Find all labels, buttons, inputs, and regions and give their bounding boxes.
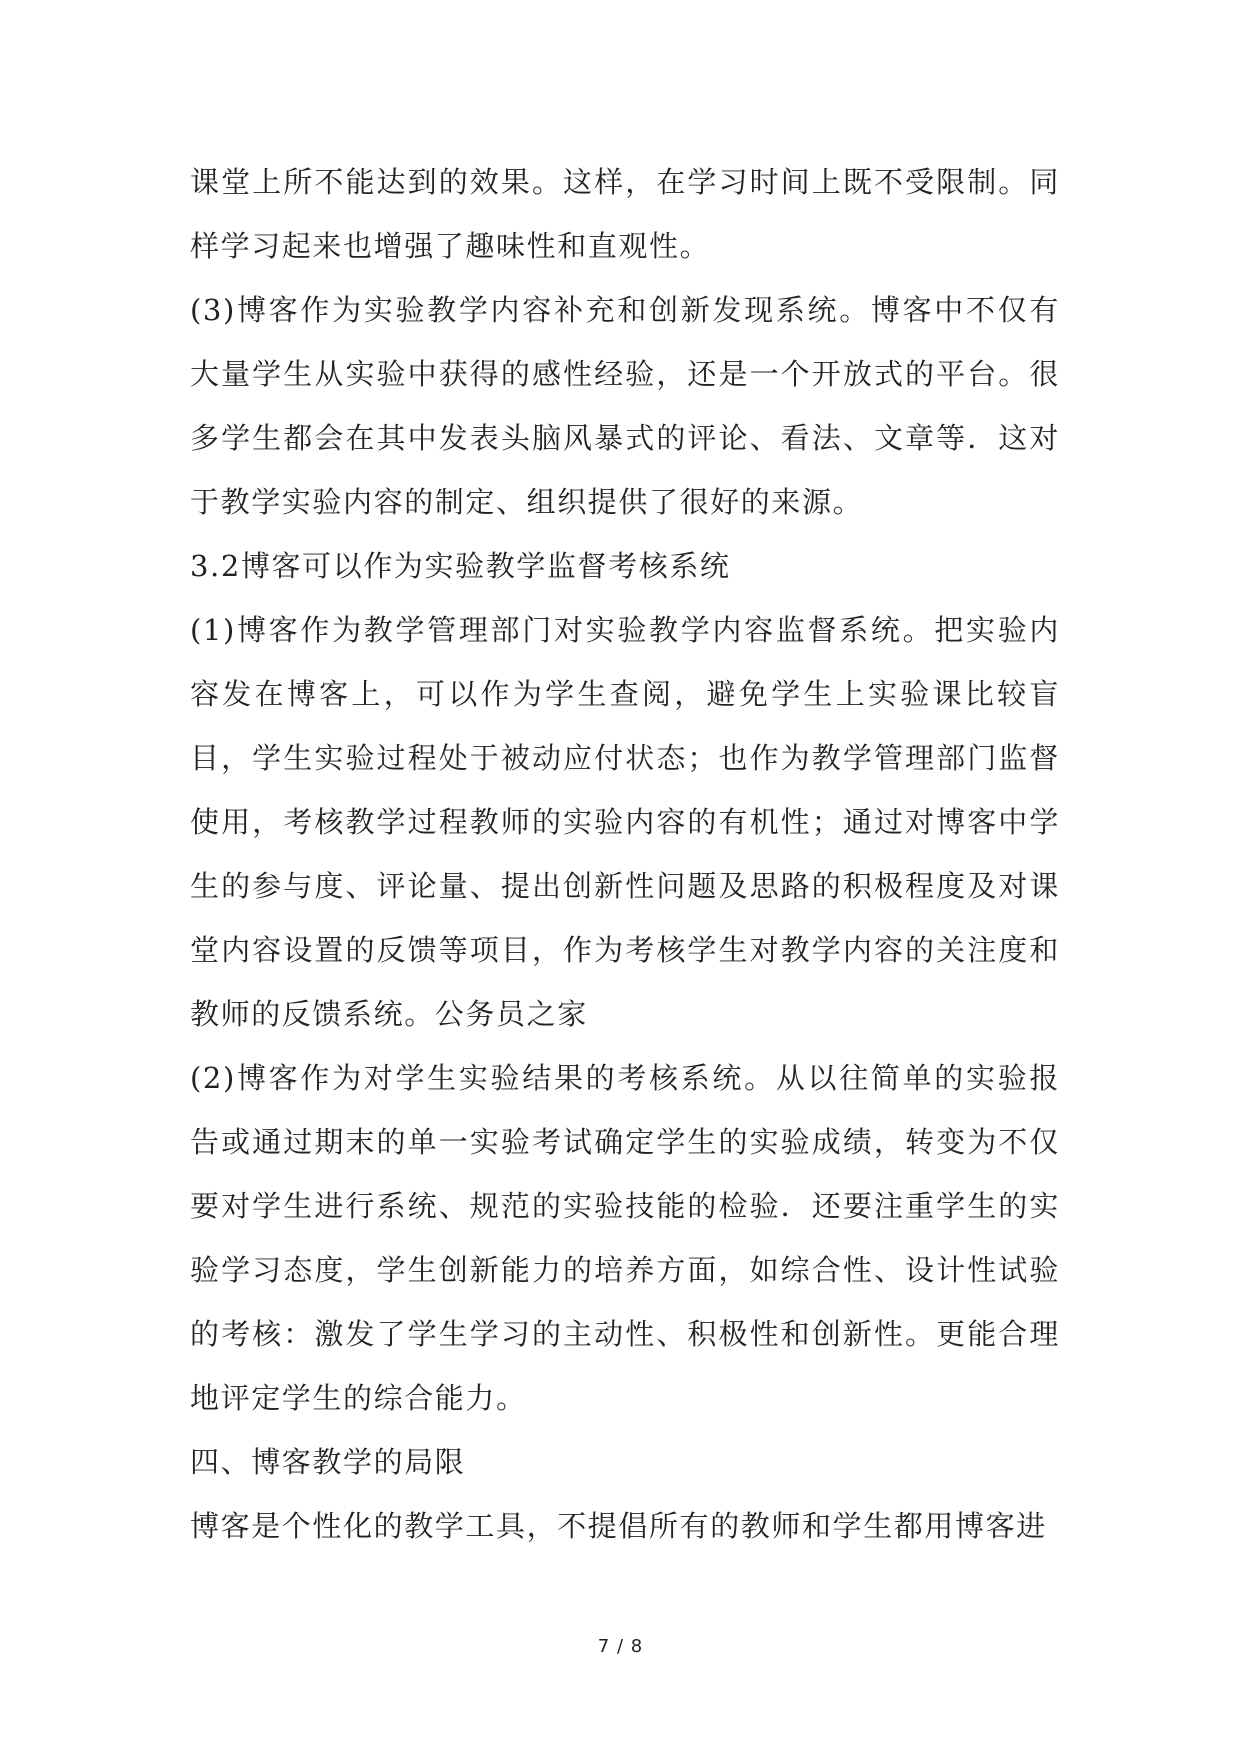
paragraph-item-1: (1)博客作为教学管理部门对实验教学内容监督系统。把实验内容发在博客上，可以作为学生查阅，避免学生上实验课比较盲目，学生实验过程处于被动应付状态；也作为教学管理部门监督使用，考核教学过程教师的实验内容的有机性；通过对博客中学生的参与度、评论量、提出创新性问题及思路的积极程度及对课堂内容设置的反馈等项目，作为考核学生对教学内容的关注度和教师的反馈系统。公务员之家 — [190, 613, 1060, 1031]
paragraph-item-3: (3)博客作为实验教学内容补充和创新发现系统。博客中不仅有大量学生从实验中获得的感性经验，还是一个开放式的平台。很多学生都会在其中发表头脑风暴式的评论、看法、文章等．这对于教学实验内容的制定、组织提供了很好的来源。 — [190, 293, 1060, 519]
paragraph-limitations: 博客是个性化的教学工具，不提倡所有的教师和学生都用博客进 — [190, 1509, 1047, 1543]
section-heading-3-2: 3.2博客可以作为实验教学监督考核系统 — [190, 549, 731, 583]
document-body — [190, 150, 1060, 1558]
section-heading-4: 四、博客教学的局限 — [190, 1445, 466, 1479]
page-number: 7 / 8 — [597, 1636, 644, 1657]
paragraph-item-2: (2)博客作为对学生实验结果的考核系统。从以往简单的实验报告或通过期末的单一实验考试确定学生的实验成绩，转变为不仅要对学生进行系统、规范的实验技能的检验．还要注重学生的实验学习态度，学生创新能力的培养方面，如综合性、设计性试验的考核：激发了学生学习的主动性、积极性和创新性。更能合理地评定学生的综合能力。 — [190, 1061, 1060, 1415]
paragraph-continuation: 课堂上所不能达到的效果。这样，在学习时间上既不受限制。同样学习起来也增强了趣味性和直观性。 — [190, 165, 1060, 263]
